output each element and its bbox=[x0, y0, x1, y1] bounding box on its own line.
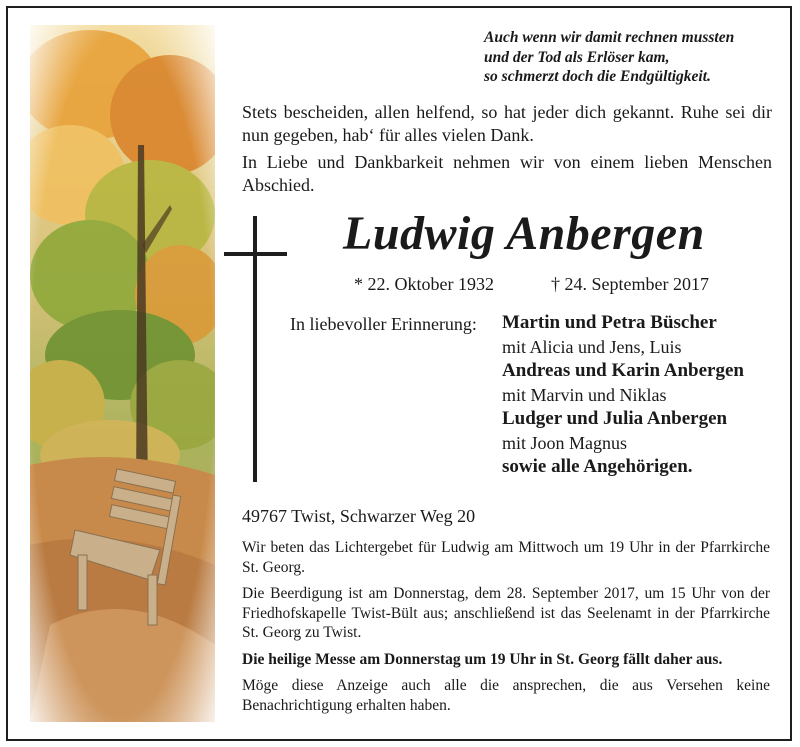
family-address: 49767 Twist, Schwarzer Weg 20 bbox=[242, 506, 476, 526]
epigraph-quote bbox=[484, 28, 784, 87]
death-date: † 24. September 2017 bbox=[551, 274, 709, 294]
mourners-list bbox=[502, 311, 782, 479]
mourner-children: mit Joon Magnus bbox=[502, 433, 628, 453]
service-notes bbox=[242, 538, 770, 722]
mass-note: Die heilige Messe am Donnerstag um 19 Uhr in St. Georg fällt daher aus. bbox=[242, 650, 723, 668]
epigraph-line: Auch wenn wir damit rechnen mussten bbox=[484, 29, 735, 46]
mourner-family: Andreas und Karin Anbergen bbox=[502, 360, 744, 381]
closing-note: Möge diese Anzeige auch alle die ansprechen, die aus Versehen keine Benachrichtigung erhalten haben. bbox=[242, 677, 770, 714]
autumn-bench-photo bbox=[30, 25, 215, 722]
mourner-family: Ludger und Julia Anbergen bbox=[502, 408, 728, 429]
mourner-children: mit Marvin und Niklas bbox=[502, 385, 667, 405]
cross-icon-bar bbox=[224, 252, 287, 256]
intro-text bbox=[242, 101, 772, 201]
mourner-relatives: sowie alle Angehörigen. bbox=[502, 456, 693, 477]
intro-paragraph-farewell: In Liebe und Dankbarkeit nehmen wir von einem lieben Menschen Abschied. bbox=[242, 152, 772, 195]
funeral-note: Die Beerdigung ist am Donnerstag, dem 28. September 2017, um 15 Uhr von der Friedhofskapelle Twist-Bült aus; anschließend ist das Seelenamt in der Pfarrkirche St. Georg zu Twist. bbox=[242, 585, 770, 641]
epigraph-line: und der Tod als Erlöser kam, bbox=[484, 48, 670, 66]
prayer-note: Wir beten das Lichtergebet für Ludwig am Mittwoch um 19 Uhr in der Pfarrkirche St. Georg. bbox=[242, 539, 770, 576]
birth-date: * 22. Oktober 1932 bbox=[354, 274, 494, 294]
mourner-children: mit Alicia und Jens, Luis bbox=[502, 337, 682, 357]
deceased-name: Ludwig Anbergen bbox=[343, 207, 705, 260]
mourner-family: Martin und Petra Büscher bbox=[502, 312, 717, 333]
epigraph-line: so schmerzt doch die Endgültigkeit. bbox=[484, 68, 711, 85]
memory-label: In liebevoller Erinnerung: bbox=[290, 314, 477, 334]
intro-paragraph-tribute: Stets bescheiden, allen helfend, so hat jeder dich gekannt. Ruhe sei dir nun gegeben, hab‘ für alles vielen Dank. bbox=[242, 102, 772, 145]
